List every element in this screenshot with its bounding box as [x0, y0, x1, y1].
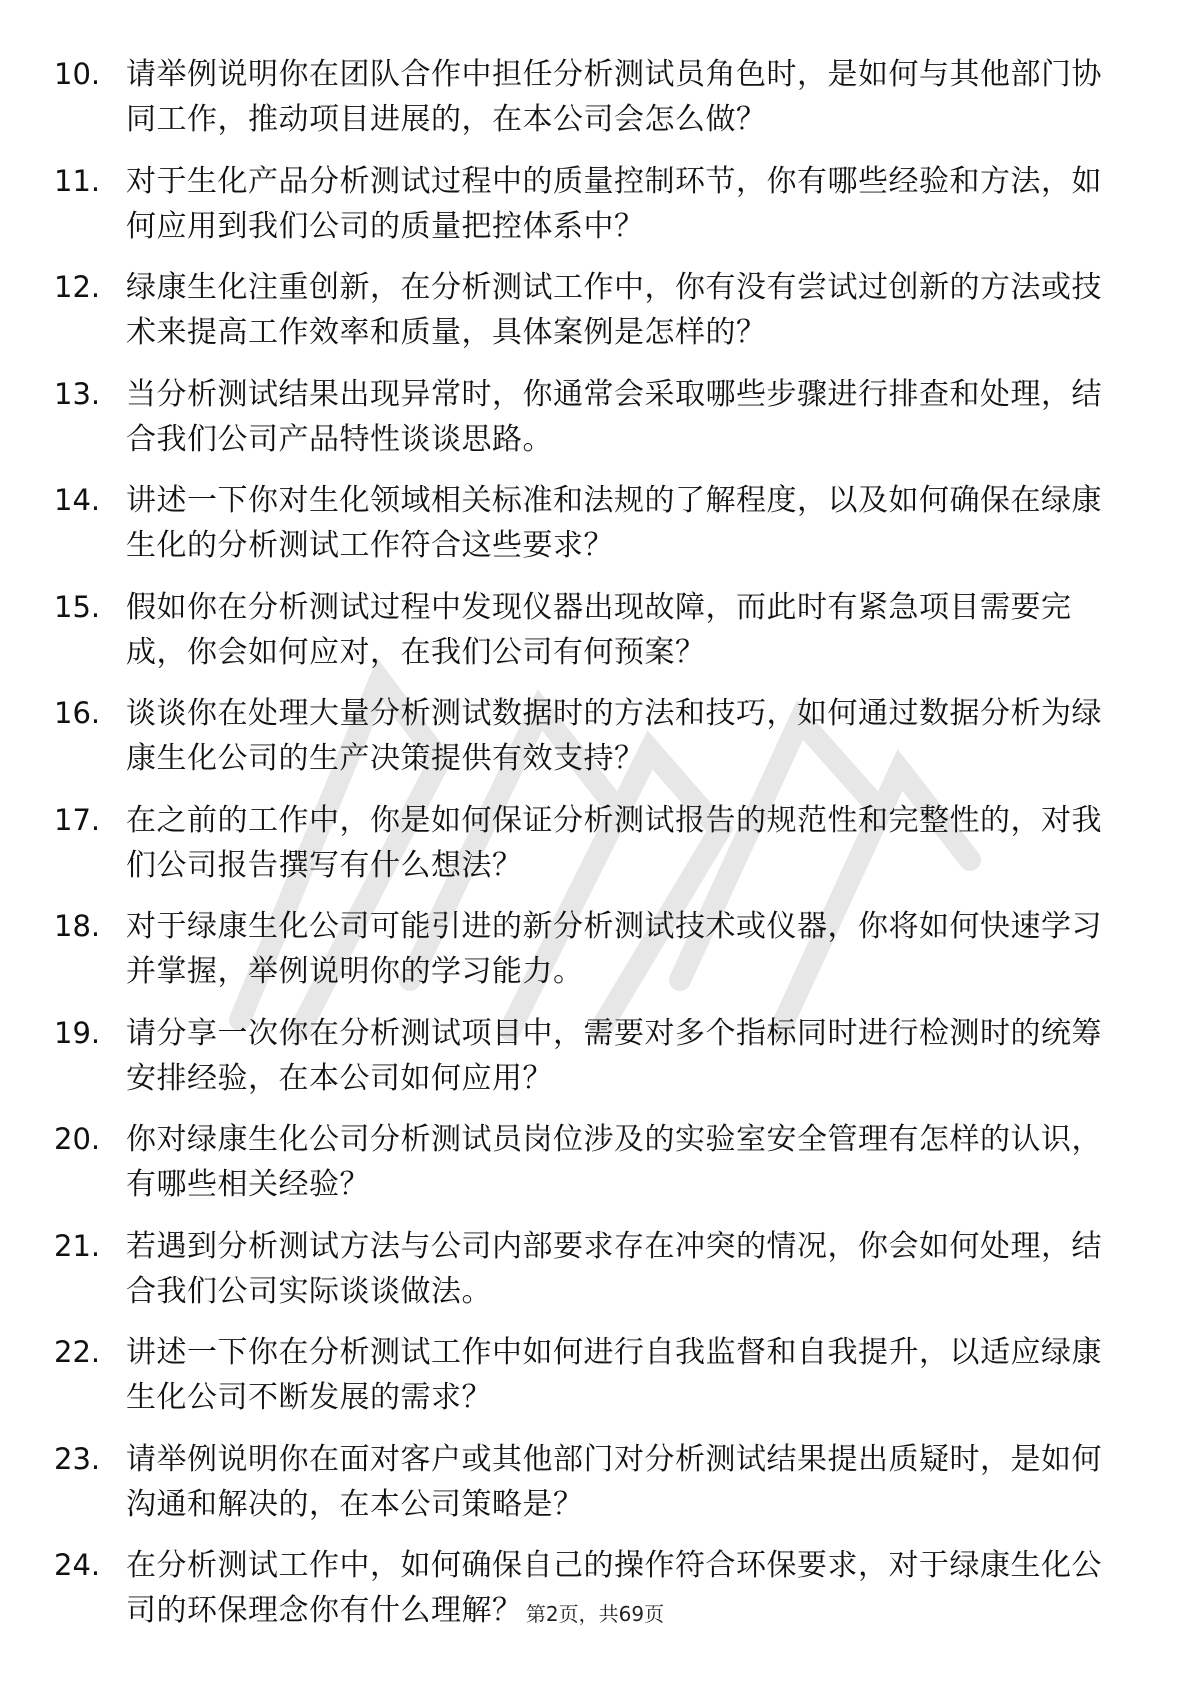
question-text: 对于绿康生化公司可能引进的新分析测试技术或仪器，你将如何快速学习并掌握，举例说明你的学习能力。 [126, 909, 1102, 989]
list-item [54, 159, 1114, 266]
list-item [54, 1011, 1114, 1118]
list-item [54, 265, 1114, 372]
question-number: 24. [54, 1548, 101, 1582]
question-text: 讲述一下你在分析测试工作中如何进行自我监督和自我提升，以适应绿康生化公司不断发展的需求？ [126, 1335, 1102, 1415]
question-number: 16. [54, 696, 101, 730]
page-footer: 第2页，共69页 [525, 1602, 665, 1626]
question-number: 11. [54, 163, 101, 198]
question-number: 20. [54, 1122, 101, 1156]
question-text: 在分析测试工作中，如何确保自己的操作符合环保要求，对于绿康生化公司的环保理念你有什么理解？ [126, 1548, 1102, 1628]
question-number: 21. [54, 1228, 101, 1263]
question-text: 请举例说明你在面对客户或其他部门对分析测试结果提出质疑时，是如何沟通和解决的，在本公司策略是？ [126, 1441, 1102, 1522]
question-number: 22. [54, 1335, 101, 1369]
question-number: 19. [54, 1015, 101, 1050]
question-text: 请分享一次你在分析测试项目中，需要对多个指标同时进行检测时的统筹安排经验，在本公司如何应用？ [126, 1015, 1102, 1096]
question-number: 12. [54, 270, 101, 304]
question-text: 假如你在分析测试过程中发现仪器出现故障，而此时有紧急项目需要完成，你会如何应对，在我们公司有何预案？ [126, 589, 1072, 670]
question-number: 13. [54, 376, 101, 411]
question-text: 在之前的工作中，你是如何保证分析测试报告的规范性和完整性的，对我们公司报告撰写有什么想法？ [126, 802, 1102, 883]
question-number: 17. [54, 802, 101, 837]
list-item [54, 1330, 1114, 1437]
question-text: 谈谈你在处理大量分析测试数据时的方法和技巧，如何通过数据分析为绿康生化公司的生产决策提供有效支持？ [126, 696, 1102, 776]
question-text: 你对绿康生化公司分析测试员岗位涉及的实验室安全管理有怎样的认识，有哪些相关经验？ [126, 1122, 1102, 1202]
question-text: 若遇到分析测试方法与公司内部要求存在冲突的情况，你会如何处理，结合我们公司实际谈谈做法。 [126, 1228, 1102, 1309]
list-item [54, 904, 1114, 1011]
list-item [54, 52, 1114, 159]
question-text: 当分析测试结果出现异常时，你通常会采取哪些步骤进行排查和处理，结合我们公司产品特性谈谈思路。 [126, 376, 1102, 457]
question-text: 讲述一下你对生化领域相关标准和法规的了解程度，以及如何确保在绿康生化的分析测试工作符合这些要求？ [126, 483, 1102, 563]
question-number: 10. [54, 57, 101, 91]
question-text: 绿康生化注重创新，在分析测试工作中，你有没有尝试过创新的方法或技术来提高工作效率和质量，具体案例是怎样的？ [126, 270, 1102, 350]
list-item [54, 372, 1114, 479]
question-text: 对于生化产品分析测试过程中的质量控制环节，你有哪些经验和方法，如何应用到我们公司的质量把控体系中？ [126, 163, 1102, 244]
list-item [54, 798, 1114, 905]
question-text: 请举例说明你在团队合作中担任分析测试员角色时，是如何与其他部门协同工作，推动项目进展的，在本公司会怎么做？ [126, 57, 1102, 137]
list-item [54, 1117, 1114, 1224]
list-item [54, 1543, 1114, 1650]
question-number: 15. [54, 589, 101, 624]
list-item [54, 585, 1114, 692]
list-item [54, 1437, 1114, 1544]
question-number: 14. [54, 483, 101, 517]
list-item [54, 478, 1114, 585]
question-number: 23. [54, 1441, 101, 1476]
list-item [54, 691, 1114, 798]
question-number: 18. [54, 909, 101, 943]
list-item [54, 1224, 1114, 1331]
question-list [54, 52, 1114, 1650]
